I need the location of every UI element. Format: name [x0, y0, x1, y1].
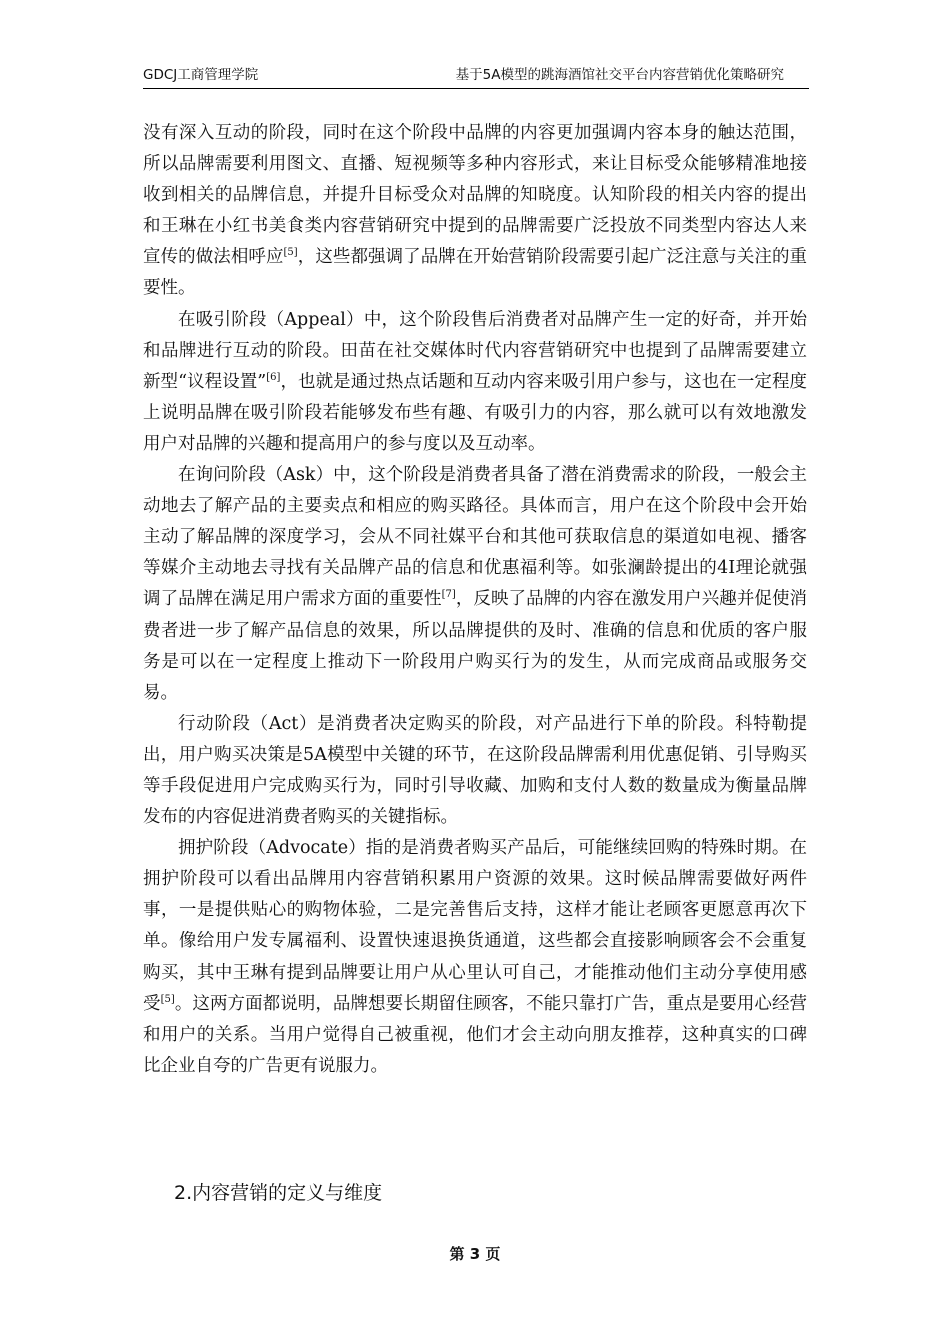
paragraph-text: ，反映了品牌的内容在激发用户兴趣并促使消费者进一步了解产品信息的效果，所以品牌提供的及时、准确的信息和优质的客户服务是可以在一定程度上推动下一阶段用户购买行为的发生，从而完成商品或服务交易。	[143, 589, 808, 703]
page-number: 第 3 页	[449, 1245, 501, 1263]
paragraph-text: 行动阶段（Act）是消费者决定购买的阶段，对产品进行下单的阶段。科特勒提出，用户购买决策是5A模型中关键的环节，在这阶段品牌需利用优惠促销、引导购买等手段促进用户完成购买行为，同时引导收藏、加购和支付人数的数量成为衡量品牌发布的内容促进消费者购买的关键指标。	[143, 713, 807, 828]
paragraph-text: 在询问阶段（Ask）中，这个阶段是消费者具备了潜在消费需求的阶段，一般会主动地去了解产品的主要卖点和相应的购买路径。具体而言，用户在这个阶段中会开始主动了解品牌的深度学习，会从不同社媒平台和其他可获取信息的渠道如电视、播客等媒介主动地去寻找有关品牌产品的信息和优惠福利等。如张澜龄提出的4I理论就强调了品牌在满足用户需求方面的重要性	[143, 465, 807, 610]
paragraph-text: ，这些都强调了品牌在开始营销阶段需要引起广泛注意与关注的重要性。	[143, 247, 808, 299]
citation: [5]	[283, 247, 298, 259]
page-header	[143, 64, 809, 86]
paragraph-text: 。这两方面都说明，品牌想要长期留住顾客，不能只靠打广告，重点是要用心经营和用户的关系。当用户觉得自己被重视，他们才会主动向朋友推荐，这种真实的口碑比企业自夸的广告更有说服力。	[143, 993, 808, 1076]
header-institution: GDCJ工商管理学院	[143, 67, 259, 83]
paragraph-text: 在吸引阶段（Appeal）中，这个阶段售后消费者对品牌产生一定的好奇，并开始和品牌进行互动的阶段。田苗在社交媒体时代内容营销研究中也提到了品牌需要建立新型“议程设置”	[143, 309, 807, 392]
paragraph-advocate	[143, 833, 807, 1082]
section-heading: 2.内容营销的定义与维度	[174, 1182, 383, 1204]
body-text	[143, 118, 807, 1082]
paragraph-appeal	[143, 305, 807, 460]
citation: [6]	[266, 371, 281, 383]
citation: [5]	[160, 993, 175, 1005]
paragraph-text: 拥护阶段（Advocate）指的是消费者购买产品后，可能继续回购的特殊时期。在拥护阶段可以看出品牌用内容营销积累用户资源的效果。这时候品牌需要做好两件事，一是提供贴心的购物体验，二是完善售后支持，这样才能让老顾客更愿意再次下单。像给用户发专属福利、设置快速退换货通道，这些都会直接影响顾客会不会重复购买，其中王琳有提到品牌要让用户从心里认可自己，才能推动他们主动分享使用感受	[143, 838, 807, 1014]
paragraph-continuation	[143, 118, 807, 305]
paragraph-act	[143, 709, 807, 833]
citation: [7]	[441, 589, 456, 601]
header-divider	[143, 88, 809, 89]
header-thesis-title: 基于5A模型的跳海酒馆社交平台内容营销优化策略研究	[455, 67, 784, 83]
paragraph-ask	[143, 460, 807, 709]
paragraph-text: 没有深入互动的阶段，同时在这个阶段中品牌的内容更加强调内容本身的触达范围，所以品牌需要利用图文、直播、短视频等多种内容形式，来让目标受众能够精准地接收到相关的品牌信息，并提升目标受众对品牌的知晓度。认知阶段的相关内容的提出和王琳在小红书美食类内容营销研究中提到的品牌需要广泛投放不同类型内容达人来宣传的做法相呼应	[143, 123, 807, 268]
paragraph-text: ，也就是通过热点话题和互动内容来吸引用户参与，这也在一定程度上说明品牌在吸引阶段若能够发布些有趣、有吸引力的内容，那么就可以有效地激发用户对品牌的兴趣和提高用户的参与度以及互动率。	[143, 371, 807, 454]
